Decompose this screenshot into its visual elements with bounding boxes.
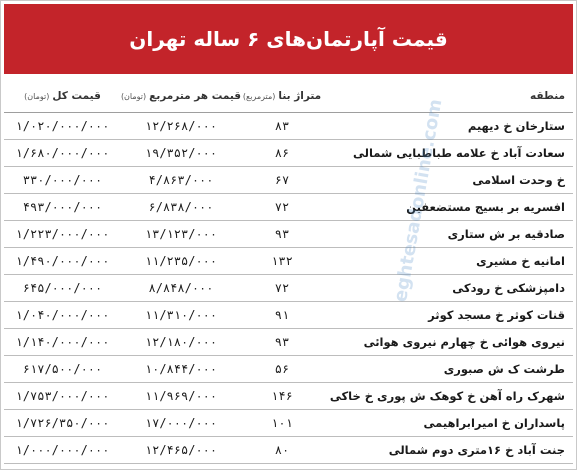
cell-price-per-meter: ۱۰/۸۴۴/۰۰۰ (144, 362, 218, 376)
cell-price-per-meter: ۶/۸۳۸/۰۰۰ (148, 200, 214, 214)
header-total-price (4, 80, 121, 112)
header-ppm-label: قیمت هر مترمربع (149, 90, 241, 102)
cell-price-per-meter: ۱۲/۲۶۸/۰۰۰ (144, 119, 218, 133)
cell-total-price: ۶۱۷/۵۰۰/۰۰۰ (22, 362, 103, 376)
cell-area: ۶۷ (274, 173, 290, 187)
cell-area: ۱۳۲ (271, 254, 293, 268)
cell-region: شهرک راه آهن خ کوهک ش پوری خ خاکی (329, 389, 565, 403)
cell-region: صادقیه بر ش ستاری (447, 227, 565, 241)
table-row (4, 410, 573, 437)
header-total-unit: (تومان) (24, 91, 50, 101)
header-ppm-unit: (تومان) (121, 91, 147, 101)
cell-total-price: ۱/۲۲۳/۰۰۰/۰۰۰ (15, 227, 110, 241)
cell-area: ۹۳ (274, 227, 290, 241)
table-row (4, 275, 573, 302)
cell-total-price: ۱/۷۵۳/۰۰۰/۰۰۰ (15, 389, 110, 403)
table-row (4, 302, 573, 329)
cell-total-price: ۱/۰۰۰/۰۰۰/۰۰۰ (15, 443, 110, 457)
cell-region: نیروی هوائی خ چهارم نیروی هوائی (363, 335, 565, 349)
cell-region: امانیه خ مشیری (476, 254, 565, 268)
cell-area: ۸۰ (274, 443, 290, 457)
table-header-row (4, 80, 573, 113)
table-row (4, 248, 573, 275)
cell-region: ستارخان خ دیهیم (467, 119, 565, 133)
header-region (323, 80, 573, 112)
cell-price-per-meter: ۴/۸۶۳/۰۰۰ (148, 173, 214, 187)
table-row (4, 221, 573, 248)
header-area (241, 80, 323, 112)
table-row (4, 113, 573, 140)
cell-price-per-meter: ۱۹/۳۵۲/۰۰۰ (144, 146, 218, 160)
price-table (4, 80, 573, 464)
cell-region: طرشت ک ش صبوری (443, 362, 565, 376)
cell-price-per-meter: ۱۷/۰۰۰/۰۰۰ (144, 416, 218, 430)
title-banner (4, 4, 573, 74)
cell-total-price: ۳۳۰/۰۰۰/۰۰۰ (22, 173, 103, 187)
table-body (4, 113, 573, 464)
cell-total-price: ۱/۴۹۰/۰۰۰/۰۰۰ (15, 254, 110, 268)
cell-price-per-meter: ۸/۸۴۸/۰۰۰ (148, 281, 214, 295)
cell-total-price: ۴۹۳/۰۰۰/۰۰۰ (22, 200, 103, 214)
table-row (4, 194, 573, 221)
cell-area: ۷۲ (274, 281, 290, 295)
cell-area: ۱۴۶ (271, 389, 293, 403)
site-watermark: eghtesadonline.com (390, 97, 447, 304)
table-row (4, 356, 573, 383)
cell-area: ۸۳ (274, 119, 290, 133)
cell-region: جنت آباد خ ۱۶متری دوم شمالی (388, 443, 565, 457)
cell-region: سعادت آباد خ علامه طباطبایی شمالی (353, 146, 565, 160)
cell-total-price: ۱/۱۴۰/۰۰۰/۰۰۰ (15, 335, 110, 349)
cell-total-price: ۶۴۵/۰۰۰/۰۰۰ (22, 281, 103, 295)
cell-price-per-meter: ۱۱/۳۱۰/۰۰۰ (144, 308, 218, 322)
table-row (4, 329, 573, 356)
table-row (4, 437, 573, 464)
cell-area: ۵۶ (274, 362, 290, 376)
cell-price-per-meter: ۱۲/۱۸۰/۰۰۰ (144, 335, 218, 349)
cell-price-per-meter: ۱۱/۲۳۵/۰۰۰ (144, 254, 218, 268)
header-price-per-meter (121, 80, 241, 112)
cell-price-per-meter: ۱۱/۹۶۹/۰۰۰ (144, 389, 218, 403)
cell-total-price: ۱/۰۲۰/۰۰۰/۰۰۰ (15, 119, 110, 133)
table-row (4, 140, 573, 167)
cell-area: ۹۳ (274, 335, 290, 349)
cell-region: پاسداران خ امیرابراهیمی (423, 416, 565, 430)
cell-total-price: ۱/۰۴۰/۰۰۰/۰۰۰ (15, 308, 110, 322)
header-total-label: قیمت کل (52, 90, 101, 102)
header-area-unit: (مترمربع) (242, 91, 276, 101)
cell-price-per-meter: ۱۲/۴۶۵/۰۰۰ (144, 443, 218, 457)
header-area-label: متراژ بنا (278, 90, 322, 102)
cell-area: ۸۶ (274, 146, 290, 160)
cell-area: ۱۰۱ (271, 416, 293, 430)
cell-area: ۷۲ (274, 200, 290, 214)
table-row (4, 167, 573, 194)
cell-total-price: ۱/۷۲۶/۳۵۰/۰۰۰ (15, 416, 110, 430)
cell-region: افسریه بر بسیج مستضعفین (406, 200, 565, 214)
cell-region: دامپزشکی خ رودکی (452, 281, 565, 295)
cell-region: قنات کوثر خ مسجد کوثر (428, 308, 565, 322)
cell-region: خ وحدت اسلامی (472, 173, 565, 187)
table-row (4, 383, 573, 410)
header-region-label: منطقه (530, 90, 565, 102)
cell-area: ۹۱ (274, 308, 290, 322)
cell-total-price: ۱/۶۸۰/۰۰۰/۰۰۰ (15, 146, 110, 160)
cell-price-per-meter: ۱۳/۱۲۳/۰۰۰ (144, 227, 218, 241)
page-title: قیمت آپارتمان‌های ۶ ساله تهران (129, 27, 448, 51)
